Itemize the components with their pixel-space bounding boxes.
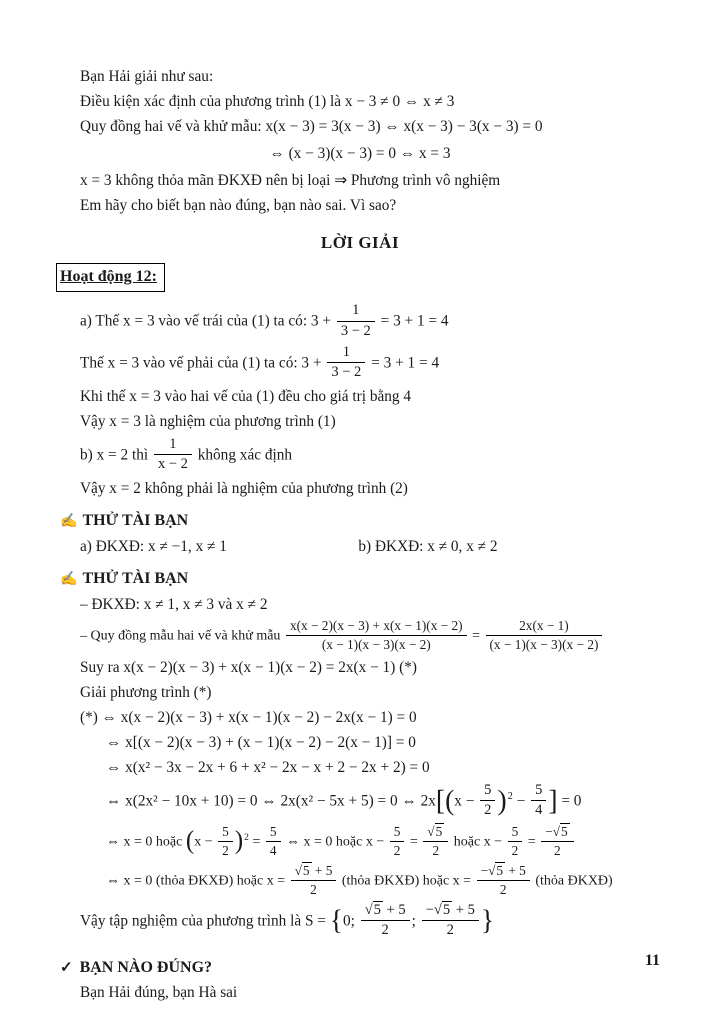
text-run: b) x = 2 thì bbox=[80, 446, 152, 464]
fraction-denominator bbox=[477, 881, 530, 898]
text-line bbox=[80, 66, 660, 89]
text-line bbox=[80, 618, 660, 655]
fraction-numerator bbox=[531, 782, 546, 801]
square-root bbox=[488, 862, 505, 878]
radicand bbox=[435, 823, 445, 839]
fraction bbox=[218, 824, 233, 859]
radicand bbox=[560, 823, 570, 839]
text-run: 2 bbox=[484, 802, 492, 819]
fraction bbox=[337, 302, 375, 340]
text-run: 2 bbox=[432, 842, 440, 858]
text-run: Bạn Hải giải như sau: bbox=[80, 68, 214, 85]
text-line bbox=[80, 982, 660, 1005]
column-left bbox=[80, 536, 358, 559]
text-line bbox=[106, 782, 660, 822]
document-content bbox=[60, 64, 660, 1007]
text-line bbox=[80, 478, 660, 501]
fraction-denominator bbox=[480, 801, 495, 819]
text-run: Vậy x = 2 không phải là nghiệm của phương trình (2) bbox=[80, 479, 408, 497]
big-delimiter: [ bbox=[435, 783, 446, 816]
fraction bbox=[361, 902, 410, 940]
fraction-numerator bbox=[337, 302, 375, 321]
big-delimiter: ( bbox=[445, 783, 455, 816]
text-line bbox=[80, 91, 660, 114]
page-number: 11 bbox=[644, 952, 660, 969]
text-run: Thế x = 3 vào vế phải của (1) ta có: 3 + bbox=[80, 354, 326, 372]
radical-sign-icon: √ bbox=[427, 823, 435, 839]
fraction bbox=[531, 782, 546, 820]
text-run: 4 bbox=[535, 802, 543, 819]
section-heading bbox=[60, 567, 660, 591]
text-run: Bạn Hải đúng, bạn Hà sai bbox=[80, 983, 238, 1001]
fraction bbox=[291, 863, 337, 898]
fraction-numerator bbox=[266, 824, 281, 842]
fraction-denominator bbox=[327, 363, 365, 381]
text-run: 2 bbox=[499, 881, 507, 897]
text-line bbox=[106, 863, 660, 900]
text-run: Khi thế x = 3 vào hai vế của (1) đều cho giá trị bằng 4 bbox=[80, 387, 412, 405]
text-run: (thỏa ĐKXĐ) hoặc x = bbox=[338, 873, 475, 889]
text-run: = 3 + 1 = 4 bbox=[376, 312, 449, 330]
text-run: 5 bbox=[535, 782, 543, 799]
fraction-denominator bbox=[423, 842, 448, 859]
text-run: + 5 bbox=[505, 862, 526, 878]
text-run: 5 bbox=[222, 823, 229, 839]
text-line bbox=[106, 757, 660, 780]
text-run: (x − 1)(x − 3)(x − 2) bbox=[489, 637, 599, 653]
text-line bbox=[80, 411, 660, 434]
radicand bbox=[302, 862, 312, 878]
text-run: THỬ TÀI BẠN bbox=[82, 569, 189, 587]
square-root bbox=[434, 901, 452, 918]
fraction bbox=[423, 824, 448, 859]
text-run: Vậy tập nghiệm của phương trình là S = bbox=[80, 912, 330, 930]
fraction bbox=[508, 824, 523, 859]
fraction bbox=[486, 618, 603, 653]
text-run: + 5 bbox=[452, 901, 475, 918]
text-line bbox=[80, 116, 660, 139]
text-run: ⇔ (x − 3)(x − 3) = 0 ⇔ x = 3 bbox=[269, 144, 451, 162]
big-delimiter: ] bbox=[548, 783, 558, 816]
fraction bbox=[480, 782, 495, 820]
section-title bbox=[82, 512, 188, 529]
text-run: ⇔ x(2x² − 10x + 10) = 0 ⇔ 2x(x² − 5x + 5) = 0 ⇔ 2x bbox=[106, 792, 436, 810]
text-line bbox=[80, 344, 660, 384]
superscript: 2 bbox=[244, 832, 249, 843]
fraction-numerator bbox=[286, 618, 467, 636]
fraction bbox=[266, 824, 281, 859]
fraction bbox=[286, 618, 467, 653]
text-run: Quy đồng hai vế và khử mẫu: x(x − 3) = 3(x − 3) ⇔ x(x − 3) − 3(x − 3) = 0 bbox=[80, 117, 543, 135]
text-run: − bbox=[425, 901, 434, 918]
text-run: x = 3 không thỏa mãn ĐKXĐ nên bị loại ⇒ Phương trình vô nghiệm bbox=[80, 171, 501, 189]
text-run: 5 bbox=[393, 823, 401, 839]
text-run: x − bbox=[454, 792, 479, 810]
fraction bbox=[154, 436, 192, 474]
text-run: ; bbox=[411, 912, 420, 930]
big-delimiter: ) bbox=[234, 826, 244, 855]
fraction-denominator bbox=[266, 842, 281, 859]
text-line bbox=[80, 707, 660, 730]
fraction-denominator bbox=[508, 842, 523, 859]
text-line bbox=[80, 386, 660, 409]
text-run: = bbox=[468, 629, 484, 645]
fraction-numerator bbox=[508, 824, 523, 842]
radicand bbox=[373, 901, 383, 918]
fraction-numerator bbox=[154, 436, 192, 455]
superscript: 2 bbox=[507, 791, 513, 803]
radical-sign-icon: √ bbox=[364, 901, 373, 918]
text-run: LỜI GIẢI bbox=[320, 232, 400, 252]
text-run: ⇔ x = 0 hoặc bbox=[106, 834, 186, 850]
text-run: (thỏa ĐKXĐ) bbox=[531, 873, 613, 889]
radical-sign-icon: √ bbox=[294, 862, 302, 878]
fraction-denominator bbox=[486, 636, 603, 653]
fraction-numerator bbox=[361, 902, 410, 921]
activity-heading bbox=[56, 263, 165, 292]
radical-sign-icon: √ bbox=[552, 823, 560, 839]
square-root bbox=[553, 823, 570, 839]
marker-icon: ✍ bbox=[60, 513, 78, 529]
text-line bbox=[80, 594, 660, 617]
fraction-denominator bbox=[531, 801, 546, 819]
text-run: 5 bbox=[560, 823, 568, 839]
text-run: Suy ra x(x − 2)(x − 3) + x(x − 1)(x − 2) = 2x(x − 1) (*) bbox=[80, 659, 417, 677]
fraction bbox=[541, 824, 573, 859]
fraction-denominator bbox=[541, 842, 573, 859]
text-run: (*) ⇔ x(x − 2)(x − 3) + x(x − 1)(x − 2) − 2x(x − 1) = 0 bbox=[80, 709, 417, 727]
text-run: không xác định bbox=[193, 446, 293, 464]
text-run: = bbox=[248, 834, 264, 850]
text-run: 2 bbox=[393, 842, 401, 858]
text-line bbox=[60, 143, 660, 166]
text-run: THỬ TÀI BẠN bbox=[82, 511, 189, 529]
text-run: b) ĐKXĐ: x ≠ 0, x ≠ 2 bbox=[358, 537, 498, 555]
text-run: 3 − 2 bbox=[340, 322, 371, 339]
radical-sign-icon: √ bbox=[488, 862, 496, 878]
text-run: (x − 1)(x − 3)(x − 2) bbox=[321, 637, 431, 653]
text-run: a) ĐKXĐ: x ≠ −1, x ≠ 1 bbox=[80, 537, 227, 555]
fraction bbox=[477, 863, 530, 898]
section-heading bbox=[60, 509, 660, 533]
section-title bbox=[82, 570, 188, 587]
text-line bbox=[80, 436, 660, 476]
check-icon: ✓ bbox=[60, 959, 73, 976]
text-line bbox=[80, 902, 660, 942]
fraction-denominator bbox=[361, 921, 410, 939]
text-run: hoặc x − bbox=[450, 834, 506, 850]
radicand bbox=[442, 901, 452, 918]
fraction-denominator bbox=[154, 455, 192, 473]
column-right bbox=[358, 536, 497, 559]
text-run: 5 bbox=[269, 823, 277, 839]
text-run: 2 bbox=[310, 881, 317, 897]
text-run: ⇔ x(x² − 3x − 2x + 6 + x² − 2x − x + 2 − 2x + 2) = 0 bbox=[106, 759, 430, 777]
text-run: BẠN NÀO ĐÚNG? bbox=[79, 958, 213, 976]
fraction-numerator bbox=[291, 863, 337, 881]
text-line bbox=[106, 732, 660, 755]
fraction-denominator bbox=[390, 842, 405, 859]
text-run: + 5 bbox=[382, 901, 406, 918]
text-run: 5 bbox=[373, 901, 381, 918]
fraction-denominator bbox=[286, 636, 467, 653]
text-line bbox=[80, 682, 660, 705]
fraction-numerator bbox=[480, 782, 495, 801]
text-run: = bbox=[524, 834, 540, 850]
text-run: Hoạt động 12: bbox=[60, 268, 157, 286]
fraction-denominator bbox=[291, 881, 337, 898]
text-run: + 5 bbox=[311, 862, 333, 878]
text-run: Điều kiện xác định của phương trình (1) là x − 3 ≠ 0 ⇔ x ≠ 3 bbox=[80, 92, 455, 110]
text-line bbox=[80, 302, 660, 342]
text-run: − bbox=[545, 823, 553, 839]
text-line bbox=[80, 195, 660, 218]
square-root bbox=[427, 823, 444, 839]
text-run: = bbox=[406, 834, 422, 850]
text-run: – Quy đồng mẫu hai vế và khử mẫu bbox=[80, 629, 284, 645]
fraction-numerator bbox=[541, 824, 573, 842]
text-run: 2 bbox=[381, 922, 389, 939]
text-run: 3 − 2 bbox=[331, 364, 362, 381]
two-column-line bbox=[80, 536, 660, 559]
text-run: − bbox=[480, 862, 489, 878]
text-run: Em hãy cho biết bạn nào đúng, bạn nào sai. Vì sao? bbox=[80, 196, 397, 214]
text-run: 4 bbox=[269, 842, 277, 858]
text-run: x − bbox=[194, 834, 217, 850]
text-line bbox=[80, 657, 660, 680]
fraction-numerator bbox=[422, 902, 479, 921]
text-run: 2 bbox=[446, 922, 454, 939]
text-run: x(x − 2)(x − 3) + x(x − 1)(x − 2) bbox=[289, 618, 463, 634]
marker-icon: ✍ bbox=[60, 571, 78, 587]
text-run: 5 bbox=[484, 782, 492, 799]
text-run: 2x(x − 1) bbox=[519, 618, 569, 634]
text-run: 2 bbox=[222, 842, 229, 858]
big-delimiter: { bbox=[329, 903, 343, 936]
fraction-numerator bbox=[218, 824, 233, 842]
text-run: 5 bbox=[511, 823, 519, 839]
radical-sign-icon: √ bbox=[433, 901, 442, 918]
text-run: 2 bbox=[511, 842, 519, 858]
fraction-numerator bbox=[423, 824, 448, 842]
text-run: 5 bbox=[442, 901, 451, 918]
text-run: 1 bbox=[169, 435, 177, 452]
text-run: – ĐKXĐ: x ≠ 1, x ≠ 3 và x ≠ 2 bbox=[80, 595, 268, 613]
fraction-denominator bbox=[337, 322, 375, 340]
text-run: ⇔ x[(x − 2)(x − 3) + (x − 1)(x − 2) − 2(x − 1)] = 0 bbox=[106, 734, 416, 752]
fraction-numerator bbox=[477, 863, 530, 881]
text-run: 0; bbox=[342, 912, 359, 930]
fraction-numerator bbox=[486, 618, 603, 636]
solution-heading bbox=[60, 230, 660, 256]
square-root bbox=[365, 901, 383, 918]
text-run: = 0 bbox=[557, 792, 582, 810]
text-run: x − 2 bbox=[157, 456, 188, 473]
fraction-denominator bbox=[422, 921, 479, 939]
text-run: = 3 + 1 = 4 bbox=[367, 354, 440, 372]
text-run: 1 bbox=[342, 344, 350, 360]
big-delimiter: ) bbox=[497, 783, 507, 816]
text-run: 1 bbox=[352, 302, 360, 319]
radicand bbox=[495, 862, 505, 878]
fraction-denominator bbox=[218, 842, 233, 859]
text-run: ⇔ x = 0 hoặc x − bbox=[282, 834, 388, 850]
text-run: − bbox=[512, 792, 530, 810]
text-run: 5 bbox=[496, 862, 504, 878]
section-title bbox=[80, 959, 212, 976]
text-run: a) Thế x = 3 vào vế trái của (1) ta có: 3 + bbox=[80, 312, 335, 330]
fraction bbox=[390, 824, 405, 859]
text-run: 2 bbox=[554, 842, 561, 858]
text-line bbox=[80, 170, 660, 193]
fraction-numerator bbox=[327, 344, 365, 363]
big-delimiter: ( bbox=[185, 826, 195, 855]
text-run: ⇔ x = 0 (thỏa ĐKXĐ) hoặc x = bbox=[106, 873, 289, 889]
activity-heading-line bbox=[56, 263, 660, 292]
fraction bbox=[422, 902, 479, 940]
fraction bbox=[327, 344, 365, 382]
fraction-numerator bbox=[390, 824, 405, 842]
text-run: 5 bbox=[435, 823, 443, 839]
square-root bbox=[295, 862, 312, 878]
question-heading bbox=[60, 956, 660, 980]
text-run: Vậy x = 3 là nghiệm của phương trình (1) bbox=[80, 412, 336, 430]
text-run: 5 bbox=[302, 862, 310, 878]
text-run: Giải phương trình (*) bbox=[80, 684, 212, 702]
text-line bbox=[106, 824, 660, 861]
big-delimiter: } bbox=[480, 903, 495, 936]
